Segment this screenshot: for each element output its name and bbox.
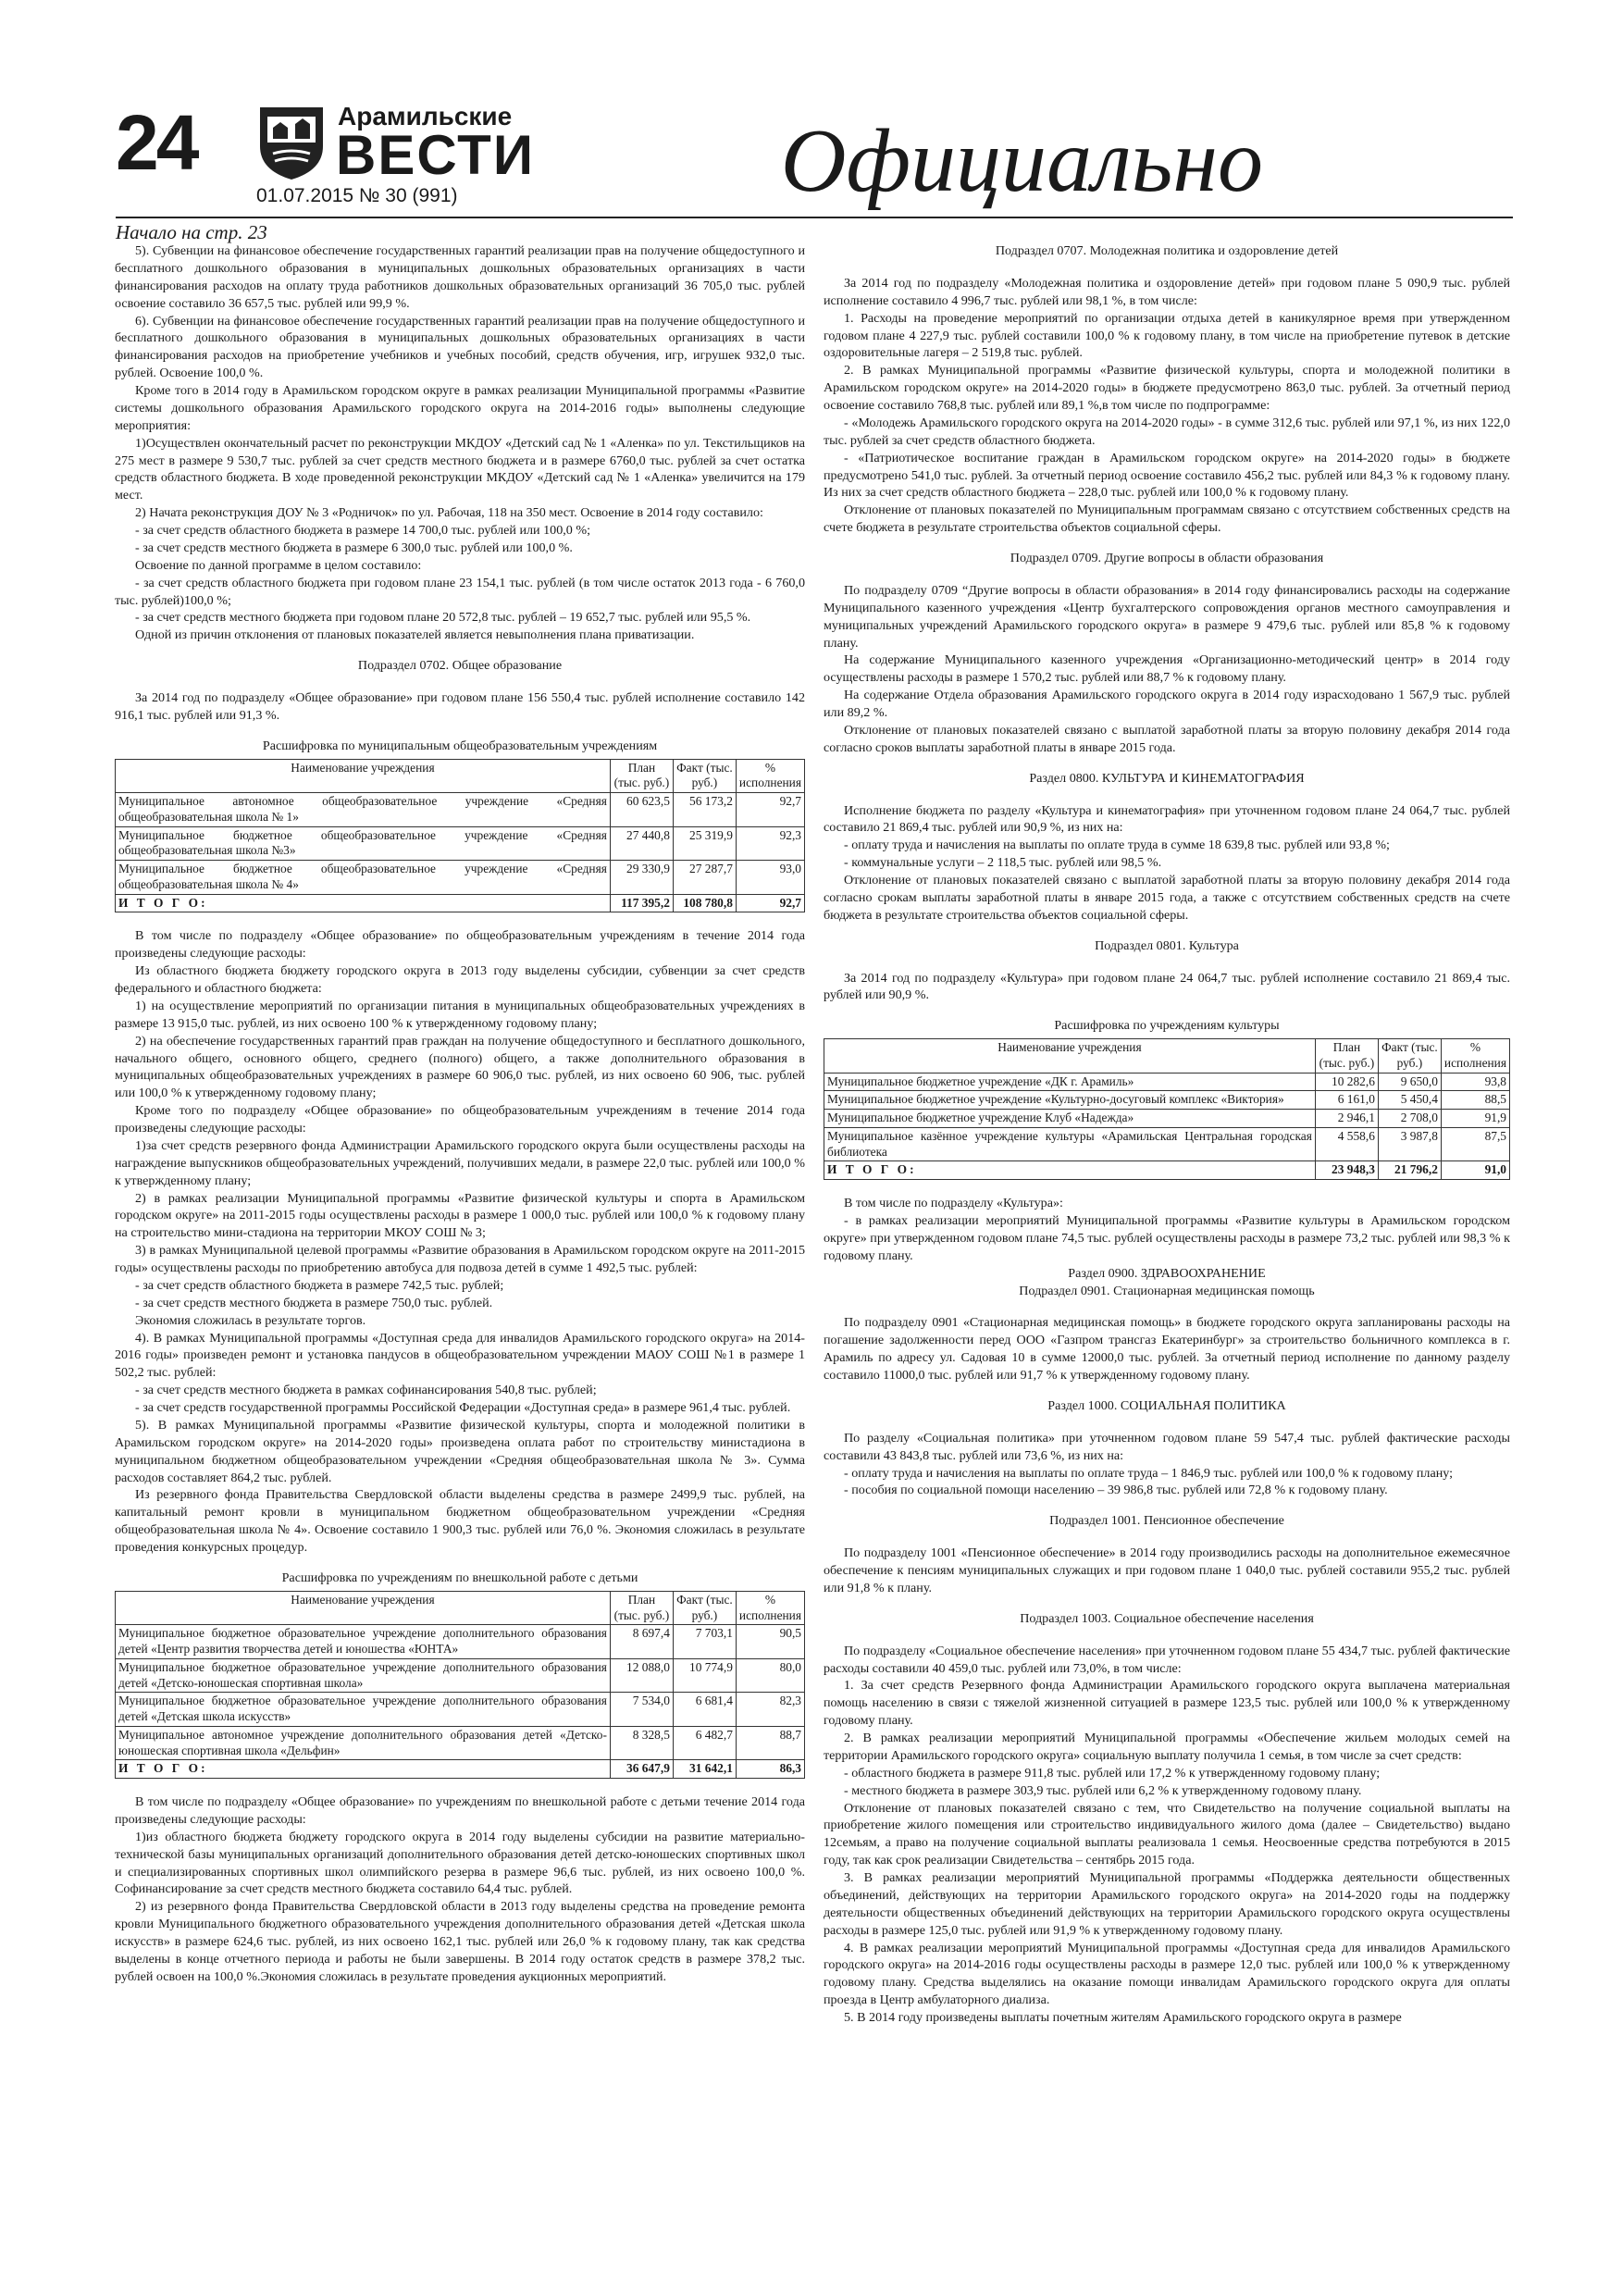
table-cell: 2 708,0: [1378, 1110, 1441, 1128]
column-header: % исполнения: [736, 1591, 804, 1625]
table-cell: Муниципальное автономное общеобразовательное учреждение «Средняя общеобразовательная школа № 1»: [116, 793, 611, 827]
table-cell: 12 088,0: [610, 1658, 673, 1693]
column-header: Факт (тыс. руб.): [673, 1591, 736, 1625]
paragraph: - «Патриотическое воспитание граждан в Арамильском городском округе» на 2014-2020 годы» в бюджете предусмотрено 541,0 тыс. рублей. За отчетный период освоение составило 456,2 тыс. рублей или 84,3 % к годовому плану. Из них за счет средств областного бюджета – 228,0 тыс. рублей или 100,0 % к годовому плану.: [824, 450, 1510, 501]
paragraph: 1)из областного бюджета бюджету городского округа в 2014 году выделены субсидии на развитие материально-технической базы муниципальных организаций дополнительного образования детей детско-юношеских спортивных школ и специализированных спортивных школ олимпийского резерва в размере 96,6 тыс. рублей, из них освоено 100,0 %. Софинансирование за счет средств местного бюджета составило 64,4 тыс. рублей.: [115, 1829, 805, 1897]
table-cell: 25 319,9: [673, 826, 736, 861]
table-cell: 92,7: [736, 793, 804, 827]
section-heading: Раздел 1000. СОЦИАЛЬНАЯ ПОЛИТИКА: [1047, 1397, 1286, 1413]
paragraph: - за счет средств государственной программы Российской Федерации «Доступная среда» в размере 961,4 тыс. рублей.: [135, 1400, 791, 1415]
paragraph: - за счет средств местного бюджета в размере 6 300,0 тыс. рублей или 100,0 %.: [135, 540, 573, 555]
subsection-heading: Подраздел 1003. Социальное обеспечение населения: [1020, 1610, 1314, 1626]
table-row: [116, 1693, 805, 1727]
table-row: [116, 826, 805, 861]
paragraph: - за счет средств местного бюджета в рамках софинансирования 540,8 тыс. рублей;: [135, 1383, 597, 1398]
paragraph: - за счет средств областного бюджета в размере 742,5 тыс. рублей;: [135, 1277, 504, 1293]
paragraph: 2) на обеспечение государственных гарантий прав граждан на получение общедоступного и бесплатного дошкольного, начального общего, основного общего, среднего (полного) общего, а также дополнительного образования в муниципальных общеобразовательных учреждениях в размере 60 906,0 тыс. рублей, из них освоено 60 906, тыс. рублей или 100,0 % к утвержденному годовому плану;: [115, 1033, 805, 1101]
table-cell: 4 558,6: [1315, 1127, 1378, 1161]
table-cell: 88,5: [1441, 1091, 1509, 1110]
column-header: План (тыс. руб.): [1315, 1039, 1378, 1074]
table-row: [116, 861, 805, 895]
paragraph: По подразделу «Социальное обеспечение населения» при уточненном годовом плане 55 434,7 тыс. рублей фактические расходы составили 40 459,0 тыс. рублей или 73,0%, в том числе:: [824, 1643, 1510, 1676]
paragraph: 1) на осуществление мероприятий по организации питания в муниципальных общеобразовательных учреждениях в размере 13 915,0 тыс. рублей, из них освоено 100 % к утвержденному годовому плану;: [115, 998, 805, 1031]
table-title: Расшифровка по учреждениям по внешкольной работе с детьми: [281, 1570, 638, 1585]
paragraph: По подразделу 1001 «Пенсионное обеспечение» в 2014 году производились расходы на дополнительное ежемесячное обеспечение к пенсиям муниципальных служащих и при годовом плане 1 040,0 тыс. рублей составили 955,2 тыс. рублей или 91,8 % к плану.: [824, 1545, 1510, 1595]
table-cell: Муниципальное бюджетное общеобразовательное учреждение «Средняя общеобразовательная школа №3»: [116, 826, 611, 861]
table-cell: 3 987,8: [1378, 1127, 1441, 1161]
paragraph: - за счет средств местного бюджета в размере 750,0 тыс. рублей.: [135, 1295, 493, 1310]
table-cell: 92,3: [736, 826, 804, 861]
table-cell: 88,7: [736, 1726, 804, 1760]
table-row: [824, 1127, 1510, 1161]
paragraph: 1)за счет средств резервного фонда Администрации Арамильского городского округа были осуществлены расходы на награждение выпускников общеобразовательных учреждений, получивших медали, в размере 22,0 тыс. рублей или 100,0 % к утвержденному плану;: [115, 1137, 805, 1188]
paragraph: За 2014 год по подразделу «Общее образование» при годовом плане 156 550,4 тыс. рублей исполнение составило 142 916,1 тыс. рублей или 91,3 %.: [115, 690, 805, 723]
table-total-row: [116, 894, 805, 912]
table-row: [824, 1110, 1510, 1128]
table-cell: Муниципальное бюджетное учреждение Клуб «Надежда»: [824, 1110, 1316, 1128]
left-column: [115, 242, 805, 1986]
table-cell: Муниципальное казённое учреждение культуры «Арамильская Центральная городская библиотека: [824, 1127, 1316, 1161]
paragraph: 5. В 2014 году произведены выплаты почетным жителям Арамильского городского округа в размере: [844, 2010, 1402, 2025]
paragraph: По подразделу 0709 “Другие вопросы в области образования» в 2014 году финансировались расходы на содержание Муниципального казенного учреждения «Центр бухгалтерского сопровождения органов местного самоуправления и муниципальных учреждений Арамильского городского округа» в размере 9 479,6 тыс. рублей или 85,8 % к годовому плану.: [824, 582, 1510, 651]
table-cell: 7 534,0: [610, 1693, 673, 1727]
paragraph: 4. В рамках реализации мероприятий Муниципальной программы «Доступная среда для инвалидов Арамильского городского округа» на 2014-2016 годы осуществлены расходы в размере 12,0 тыс. рублей или 100,0 % к утвержденному годовому плану. Средства выделялись на оказание помощи инвалидам Арамильского городского округа для оплаты проезда в Центр амбулаторного диализа.: [824, 1940, 1510, 2008]
table-cell: 82,3: [736, 1693, 804, 1727]
table-cell: Муниципальное бюджетное учреждение «Культурно-досуговый комплекс «Виктория»: [824, 1091, 1316, 1110]
table-row: [824, 1073, 1510, 1091]
table-cell: 2 946,1: [1315, 1110, 1378, 1128]
table-row: [824, 1091, 1510, 1110]
column-header: Наименование учреждения: [116, 759, 611, 793]
paragraph: 3) в рамках Муниципальной целевой программы «Развитие образования в Арамильском городском округе на 2011-2015 годы» осуществлены расходы по приобретению автобуса для подвоза детей в сумме 1 492,5 тыс. рублей:: [115, 1243, 805, 1275]
paragraph: 5). В рамках Муниципальной программы «Развитие физической культуры, спорта и молодежной политики в Арамильском городском округе» на 2014-2020 годы» произведена оплата работ по строительству министадиона в муниципальном бюджетном общеобразовательном учреждении «Средняя общеобразовательная школа № 3». Сумма расходов составляет 864,2 тыс. рублей.: [115, 1417, 805, 1485]
table-cell: 86,3: [736, 1760, 804, 1779]
page-number: 24: [116, 99, 197, 186]
subsection-heading: Подраздел 0709. Другие вопросы в области образования: [1010, 551, 1324, 565]
column-header: Факт (тыс. руб.): [1378, 1039, 1441, 1074]
city-emblem-icon: [254, 102, 328, 181]
paragraph: Отклонение от плановых показателей связано с тем, что Свидетельство на получение социальной выплаты на приобретение жилого помещения или строительство индивидуального жилого дома (далее – Свидетельство) выдано 12семьям, а право на получение социальной выплаты реализовала 1 семья. Неосвоенные средства потребуются в 2015 году, так как срок реализации Свидетельства – сентябрь 2015 года.: [824, 1800, 1510, 1868]
paragraph: - пособия по социальной помощи населению – 39 986,8 тыс. рублей или 72,8 % к годовому плану.: [844, 1483, 1388, 1498]
table-cell: 117 395,2: [610, 894, 673, 912]
paragraph: Из резервного фонда Правительства Свердловской области выделены средства в размере 2499,9 тыс. рублей, на капитальный ремонт кровли в муниципальном бюджетном общеобразовательном учреждении «Средняя общеобразовательная школа № 4». Освоение составило 1 900,3 тыс. рублей или 76,0 %. Экономия сложилась в результате проведения конкурсных процедур.: [115, 1487, 805, 1555]
header-rule: [116, 217, 1513, 218]
table-cell: Муниципальное бюджетное образовательное учреждение дополнительного образования детей «Детская школа искусств»: [116, 1693, 611, 1727]
paragraph: Отклонение от плановых показателей по Муниципальным программам связано с отсутствием собственных средств на счете бюджета в результате строительства объектов социальной сферы.: [824, 503, 1510, 536]
paragraph: 2. В рамках Муниципальной программы «Развитие физической культуры, спорта и молодежной политики в Арамильском городском округе» на 2014-2020 годы» в бюджете предусмотрено 863,0 тыс. рублей. За отчетный период освоение составило 768,8 тыс. рублей или 89,1 %,в том числе по подпрограмме:: [824, 363, 1510, 413]
table-header-row: [824, 1039, 1510, 1074]
paragraph: Освоение по данной программе в целом составило:: [135, 557, 422, 573]
table-cell: 80,0: [736, 1658, 804, 1693]
paragraph: - за счет средств местного бюджета при годовом плане 20 572,8 тыс. рублей – 19 652,7 тыс. рублей или 95,5 %.: [135, 610, 751, 626]
left-paragraphs-2: [115, 927, 805, 1557]
paragraph: По разделу «Социальная политика» при уточненном годовом плане 59 547,4 тыс. рублей фактические расходы составили 43 843,8 тыс. рублей или 73,6 %, из них на:: [824, 1430, 1510, 1463]
table-cell: Муниципальное бюджетное общеобразовательное учреждение «Средняя общеобразовательная школа № 4»: [116, 861, 611, 895]
table-header-row: [116, 1591, 805, 1625]
paragraph: - коммунальные услуги – 2 118,5 тыс. рублей или 98,5 %.: [844, 855, 1162, 871]
table-title: Расшифровка по муниципальным общеобразовательным учреждениям: [262, 738, 658, 753]
table-cell: 87,5: [1441, 1127, 1509, 1161]
table-cell: 21 796,2: [1378, 1161, 1441, 1180]
paragraph: 4). В рамках Муниципальной программы «Доступная среда для инвалидов Арамильского городского округа» на 2014-2016 годы» произведен ремонт и установка пандусов в общеобразовательном учреждении МАОУ СОШ №1 в размере 1 502,2 тыс. рублей:: [115, 1330, 805, 1381]
table-row: [116, 1625, 805, 1659]
paragraph: 2) в рамках реализации Муниципальной программы «Развитие физической культуры и спорта в Арамильском городском округе» на 2011-2015 годы осуществлены расходы в размере 1 000,0 тыс. рублей или 100,0 % к годовому плану на строительство мини-стадиона на территории МКОУ СОШ № 3;: [115, 1190, 805, 1241]
paragraph: - в рамках реализации мероприятий Муниципальной программы «Развитие культуры в Арамильском городском округе» при утвержденном годовом плане 74,5 тыс. рублей осуществлены расходы в размере 73,2 тыс. рублей или 98,3 % к годовому плану.: [824, 1213, 1510, 1263]
paragraph: Одной из причин отклонения от плановых показателей является невыполнения плана приватизации.: [135, 627, 695, 643]
column-header: Наименование учреждения: [116, 1591, 611, 1625]
table-cell: 92,7: [736, 894, 804, 912]
paragraph: 2) из резервного фонда Правительства Свердловской области в 2013 году выделены средства на проведение ремонта кровли Муниципального бюджетного образовательного учреждения дополнительного образования детей «Детская школа искусств» в размере 624,6 тыс. рублей, из них освоено 162,1 тыс. рублей или 26,0 % к годовому плану, так как средства выделены в конце отчетного периода и работы не были завершены. В 2014 году остаток средств в размере 378,2 тыс. рублей освоен на 100,0 %.Экономия сложилась в результате проведения аукционных мероприятий.: [115, 1899, 805, 1984]
paragraph: Отклонение от плановых показателей связано с выплатой заработной платы за вторую половину декабря 2014 года согласно сроков выплаты заработной платы в январе 2015 года.: [824, 722, 1510, 755]
continued-note: Начало на стр. 23: [116, 221, 267, 243]
paragraph: На содержание Муниципального казенного учреждения «Организационно-методический центр» в 2014 году осуществлены расходы в размере 1 570,2 тыс. рублей или 88,7 % к годовому плану.: [824, 652, 1510, 686]
paragraph: 3. В рамках реализации мероприятий Муниципальной программы «Поддержка деятельности общественных объединений, действующих на территории Арамильского городского округа» на 2014-2020 годы на поддержку деятельности общественных объединений действующих на территории Арамильского городского округа осуществлены расходы в размере 125,0 тыс. рублей или 91,9 % к утвержденному годовому плану.: [824, 1870, 1510, 1938]
table-cell: И Т О Г О:: [116, 1760, 611, 1779]
table-cell: 6 482,7: [673, 1726, 736, 1760]
table-cell: 6 161,0: [1315, 1091, 1378, 1110]
paragraph: В том числе по подразделу «Культура»:: [844, 1196, 1063, 1211]
table-row: [116, 793, 805, 827]
paragraph: - оплату труда и начисления на выплаты по оплате труда в сумме 18 639,8 тыс. рублей или 93,8 %;: [844, 838, 1390, 853]
section-title: Официально: [780, 111, 1263, 211]
table-total-row: [116, 1760, 805, 1779]
column-header: Наименование учреждения: [824, 1039, 1316, 1074]
paragraph: 2) Начата реконструкция ДОУ № 3 «Родничок» по ул. Рабочая, 118 на 350 мест. Освоение в 2014 году составило:: [135, 505, 763, 521]
table-cell: 8 328,5: [610, 1726, 673, 1760]
right-paragraphs-6: [824, 1643, 1510, 2027]
subsection-heading: Подраздел 0702. Общее образование: [357, 658, 563, 674]
right-column: [824, 242, 1510, 2027]
table-cell: 91,9: [1441, 1110, 1509, 1128]
paragraph: - «Молодежь Арамильского городского округа на 2014-2020 годы» - в сумме 312,6 тыс. рублей или 97,1 %, из них 122,0 тыс. рублей за счет средств областного бюджета.: [824, 415, 1510, 448]
table-cell: Муниципальное бюджетное учреждение «ДК г. Арамиль»: [824, 1073, 1316, 1091]
table-cell: Муниципальное бюджетное образовательное учреждение дополнительного образования детей «Центр развития творчества детей и юношества «ЮНТА»: [116, 1625, 611, 1659]
paragraph: - оплату труда и начисления на выплаты по оплате труда – 1 846,9 тыс. рублей или 100,0 % к годовому плану;: [844, 1465, 1454, 1481]
table-cell: 7 703,1: [673, 1625, 736, 1659]
table-cell: 93,0: [736, 861, 804, 895]
table-cell: 31 642,1: [673, 1760, 736, 1779]
paragraph: 1. За счет средств Резервного фонда Администрации Арамильского городского округа выплачена материальная помощь населению в связи с тяжелой жизненной ситуацией в размере 123,5 тыс. рублей или 100,0 % к утвержденному годовому плану.: [824, 1678, 1510, 1729]
paragraph: 6). Субвенции на финансовое обеспечение государственных гарантий реализации прав на получение общедоступного и бесплатного дошкольного образования в муниципальных дошкольных образовательных организациях в части финансирования расходов на приобретение учебников и учебных пособий, средств обучения, игр, игрушек 932,0 тыс. рублей. Освоение 100,0 %.: [115, 313, 805, 381]
table-total-row: [824, 1161, 1510, 1180]
schools-table: [115, 759, 805, 913]
paragraph: - за счет средств областного бюджета при годовом плане 23 154,1 тыс. рублей (в том числе остаток 2013 года - 6 760,0 тыс. рублей)100,0 %;: [115, 575, 805, 608]
section-heading: Раздел 0800. КУЛЬТУРА И КИНЕМАТОГРАФИЯ: [1029, 770, 1305, 786]
column-header: План (тыс. руб.): [610, 1591, 673, 1625]
paragraph: За 2014 год по подразделу «Культура» при годовом плане 24 064,7 тыс. рублей исполнение составило 21 869,4 тыс. рублей или 90,9 %.: [824, 970, 1510, 1003]
column-header: План (тыс. руб.): [610, 759, 673, 793]
paragraph: - областного бюджета в размере 911,8 тыс. рублей или 17,2 % к утвержденному годовому плану;: [844, 1765, 1381, 1781]
column-header: Факт (тыс. руб.): [673, 759, 736, 793]
table-cell: 29 330,9: [610, 861, 673, 895]
paragraph: Кроме того по подразделу «Общее образование» по общеобразовательным учреждениям в течение 2014 года произведены следующие расходы:: [115, 1103, 805, 1136]
column-header: % исполнения: [736, 759, 804, 793]
table-cell: Муниципальное автономное учреждение дополнительного образования детей «Детско-юношеская спортивная школа «Дельфин»: [116, 1726, 611, 1760]
table-row: [116, 1726, 805, 1760]
paragraph: По подразделу 0901 «Стационарная медицинская помощь» в бюджете городского округа запланированы расходы на погашение задолженности перед ООО «Газпром трансгаз Екатеринбург» за строительство больничного комплекса в г. Арамиль по адресу ул. Садовая 10 в сумме 12000,0 тыс. рублей. За отчетный период исполнение по данному разделу составило 11000,0 тыс. рублей или 91,7 % к утвержденному годовому плану.: [824, 1315, 1510, 1383]
right-paragraphs-1: [824, 275, 1510, 537]
paragraph: Отклонение от плановых показателей связано с выплатой заработной платы за вторую половину декабря 2014 года согласно срокам выплаты заработной платы в январе 2015 года, а также с отсутствием собственных средств на счете бюджета в результате строительства объектов социальной сферы.: [824, 873, 1510, 923]
page-header: [116, 93, 1263, 217]
table-cell: 60 623,5: [610, 793, 673, 827]
table-cell: 36 647,9: [610, 1760, 673, 1779]
left-paragraphs-1: [115, 242, 805, 644]
section-heading: Раздел 0900. ЗДРАВООХРАНЕНИЕ: [1068, 1265, 1266, 1281]
column-header: % исполнения: [1441, 1039, 1509, 1074]
table-cell: 9 650,0: [1378, 1073, 1441, 1091]
paragraph: 1)Осуществлен окончательный расчет по реконструкции МКДОУ «Детский сад № 1 «Аленка» по ул. Текстильщиков на 275 мест в размере 9 530,7 тыс. рублей за счет средств местного бюджета и в размере 6760,0 тыс. рублей за счет остатка средств областного бюджета. В ходе проведенной реконструкции МКДОУ «Детский сад № 1 «Аленка» увеличится на 179 мест.: [115, 435, 805, 503]
culture-table: [824, 1038, 1510, 1180]
table-title: Расшифровка по учреждениям культуры: [1054, 1018, 1280, 1034]
table-cell: И Т О Г О:: [824, 1161, 1316, 1180]
brand-name-main: ВЕСТИ: [336, 124, 535, 186]
subsection-heading: Подраздел 1001. Пенсионное обеспечение: [1049, 1513, 1284, 1529]
table-cell: Муниципальное бюджетное образовательное учреждение дополнительного образования детей «Детско-юношеская спортивная школа»: [116, 1658, 611, 1693]
paragraph: - за счет средств областного бюджета в размере 14 700,0 тыс. рублей или 100,0 %;: [135, 523, 590, 538]
right-paragraphs-2: [824, 582, 1510, 757]
paragraph: 5). Субвенции на финансовое обеспечение государственных гарантий реализации прав на получение общедоступного и бесплатного дошкольного образования в муниципальных дошкольных образовательных организациях в части финансирования расходов на оплату труда работников дошкольных образовательных организаций 36 705,0 тыс. рублей освоение составило 36 657,5 тыс. рублей или 99,9 %.: [115, 243, 805, 311]
right-paragraphs-3: [824, 802, 1510, 925]
table-cell: 108 780,8: [673, 894, 736, 912]
table-header-row: [116, 759, 805, 793]
brand-name-top: Арамильские: [338, 102, 513, 130]
table-cell: 8 697,4: [610, 1625, 673, 1659]
extracurricular-table: [115, 1591, 805, 1779]
subsection-heading: Подраздел 0801. Культура: [1095, 937, 1239, 953]
paragraph: - местного бюджета в размере 303,9 тыс. рублей или 6,2 % к утвержденному годовому плану.: [844, 1782, 1362, 1798]
table-cell: 90,5: [736, 1625, 804, 1659]
table-cell: 5 450,4: [1378, 1091, 1441, 1110]
table-cell: 10 774,9: [673, 1658, 736, 1693]
paragraph: На содержание Отдела образования Арамильского городского округа в 2014 году израсходовано 1 567,9 тыс. рублей или 89,2 %.: [824, 688, 1510, 720]
paragraph: За 2014 год по подразделу «Молодежная политика и оздоровление детей» при годовом плане 5 090,9 тыс. рублей исполнение составило 4 996,7 тыс. рублей или 98,1 %, в том числе:: [824, 275, 1510, 308]
right-paragraphs-5: [824, 1430, 1510, 1500]
table-cell: И Т О Г О:: [116, 894, 611, 912]
table-cell: 91,0: [1441, 1161, 1509, 1180]
table-cell: 93,8: [1441, 1073, 1509, 1091]
table-cell: 23 948,3: [1315, 1161, 1378, 1180]
table-cell: 27 440,8: [610, 826, 673, 861]
paragraph: 2. В рамках реализации мероприятий Муниципальной программы «Обеспечение жильем молодых семей на территории Арамильского городского округа» социальную выплату получила 1 семья, в том числе за счет средств:: [824, 1731, 1510, 1763]
paragraph: Экономия сложилась в результате торгов.: [135, 1312, 366, 1328]
subsection-heading: Подраздел 0901. Стационарная медицинская помощь: [1019, 1283, 1315, 1298]
paragraph: 1. Расходы на проведение мероприятий по организации отдыха детей в каникулярное время при утвержденном годовом плане 4 227,9 тыс. рублей составили 100,0 % к годовому плану, в том числе на приобретение путевок в детские оздоровительные лагеря – 2 519,8 тыс. рублей.: [824, 310, 1510, 361]
paragraph: Из областного бюджета бюджету городского округа в 2013 году выделены субсидии, субвенции за счет средств федерального и областного бюджета:: [115, 963, 805, 996]
table-cell: 56 173,2: [673, 793, 736, 827]
table-cell: 10 282,6: [1315, 1073, 1378, 1091]
paragraph: В том числе по подразделу «Общее образование» по общеобразовательным учреждениям в течение 2014 года произведены следующие расходы:: [115, 928, 805, 962]
issue-date: 01.07.2015 № 30 (991): [256, 185, 458, 206]
table-row: [116, 1658, 805, 1693]
subsection-heading: Подраздел 0707. Молодежная политика и оздоровление детей: [995, 243, 1339, 258]
table-cell: 27 287,7: [673, 861, 736, 895]
paragraph: В том числе по подразделу «Общее образование» по учреждениям по внешкольной работе с детьми течение 2014 года произведены следующие расходы:: [115, 1794, 805, 1827]
table-cell: 6 681,4: [673, 1693, 736, 1727]
paragraph: Исполнение бюджета по разделу «Культура и кинематография» при уточненном годовом плане 24 064,7 тыс. рублей составило 21 869,4 тыс. рублей или 90,9 %, из них на:: [824, 802, 1510, 836]
left-paragraphs-3: [115, 1793, 805, 1986]
paragraph: Кроме того в 2014 году в Арамильском городском округе в рамках реализации Муниципальной программы «Развитие системы дошкольного образования Арамильского городского округа на 2014-2016 годы» выполнены следующие мероприятия:: [115, 383, 805, 433]
right-paragraphs-4: [824, 1195, 1510, 1265]
